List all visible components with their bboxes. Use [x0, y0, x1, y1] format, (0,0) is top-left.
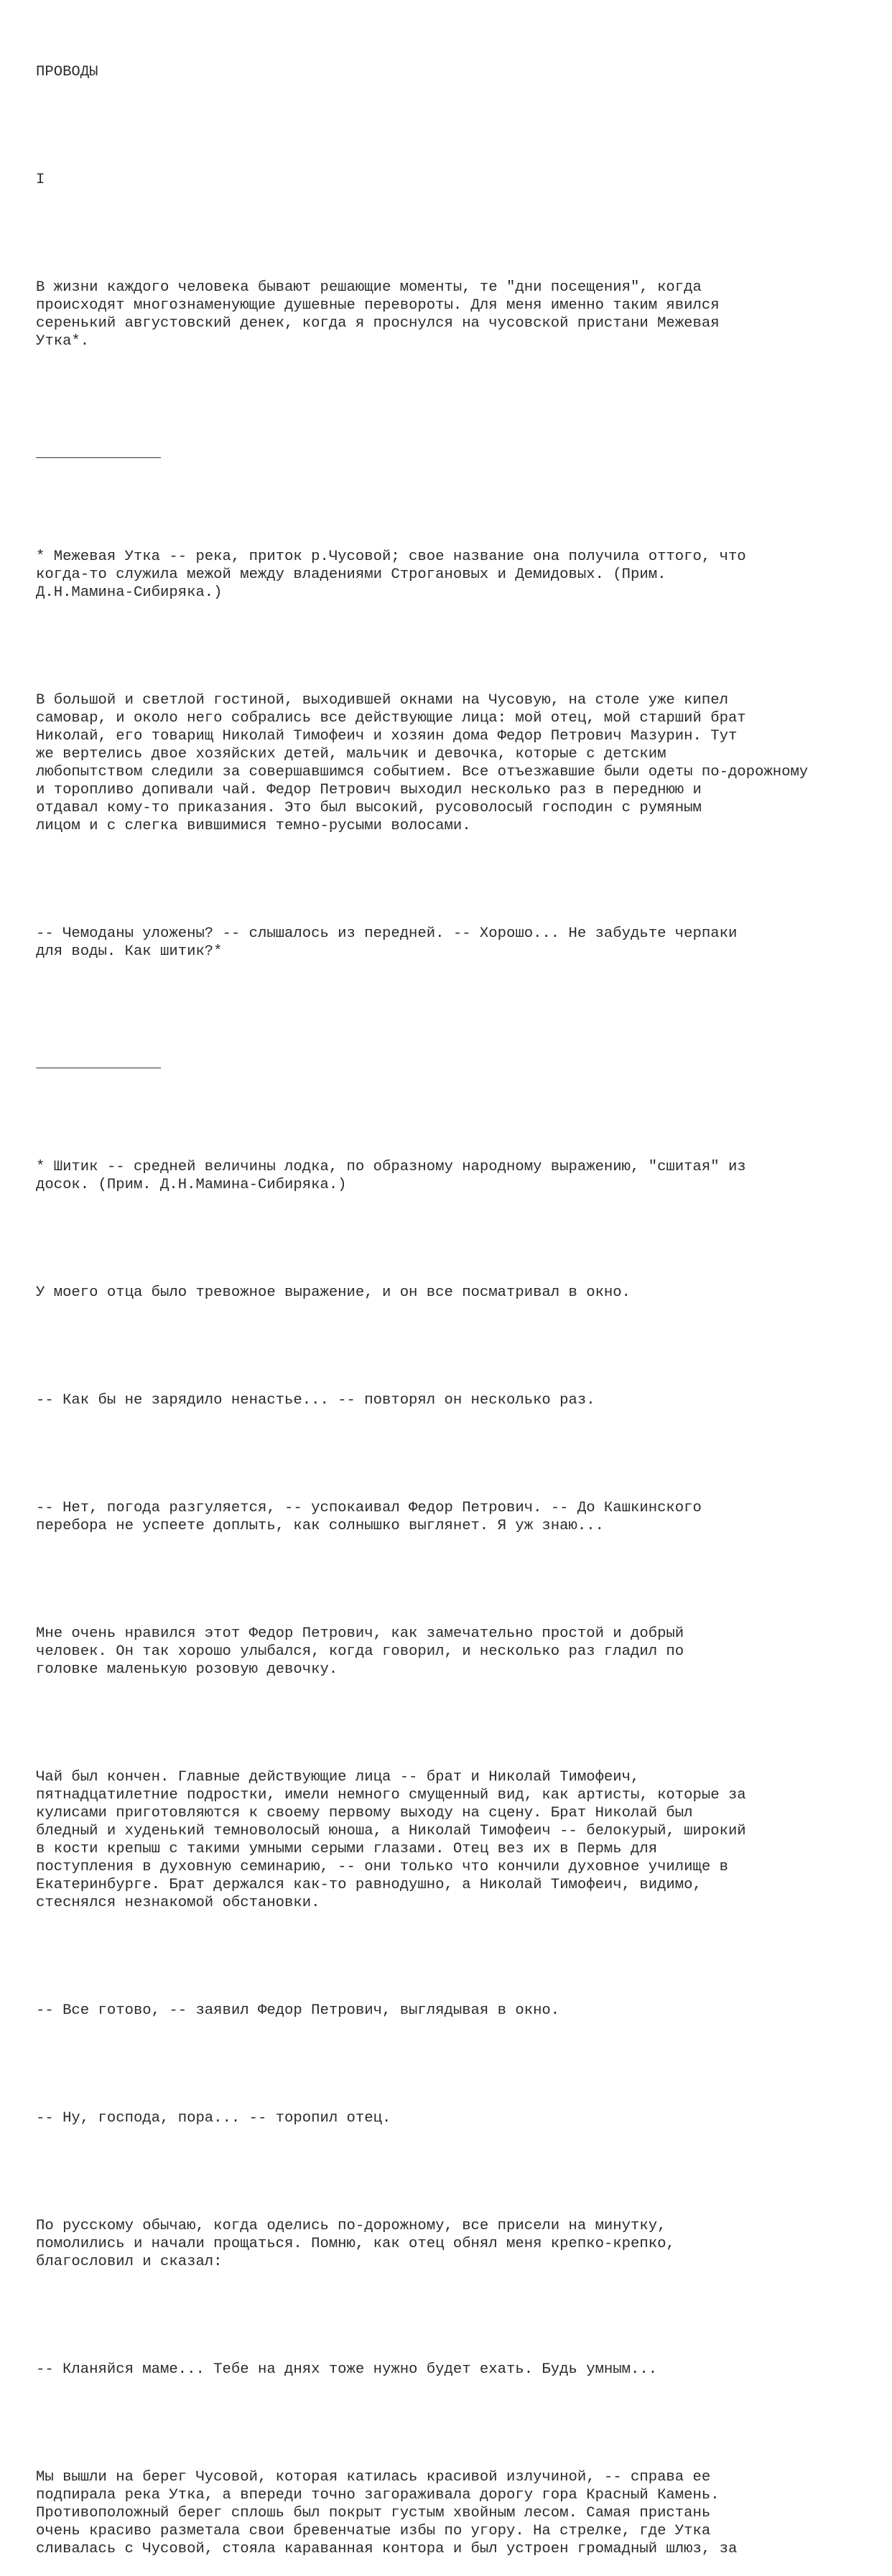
paragraph: -- Ну, господа, пора... -- торопил отец. — [36, 2110, 391, 2127]
footnote: * Межевая Утка -- река, приток р.Чусовой; свое название она получила оттого, что когда-то служила межой между владениями Строгановых и Демидовых. (Прим. Д.Н.Мамина-Сибиряка.) — [36, 549, 746, 601]
spacer — [36, 2414, 869, 2432]
paragraph: -- Как бы не зарядило ненастье... -- повторял он несколько раз. — [36, 1392, 595, 1409]
footnote: * Шитик -- средней величины лодка, по образному народному выражению, "сшитая" из досок. (Прим. Д.Н.Мамина-Сибиряка.) — [36, 1159, 746, 1193]
spacer — [36, 386, 869, 404]
spacer — [36, 1948, 869, 1966]
paragraph: По русскому обычаю, когда оделись по-дорожному, все присели на минутку, помолились и начали прощаться. Помню, как отец обнял меня крепко-крепко, благословил и сказал: — [36, 2218, 675, 2270]
spacer — [36, 871, 869, 889]
paragraph: -- Кланяйся маме... Тебе на днях тоже нужно будет ехать. Будь умным... — [36, 2361, 658, 2378]
spacer — [36, 1445, 869, 1463]
spacer — [36, 1571, 869, 1589]
paragraph: -- Нет, погода разгуляется, -- успокаивал Федор Петрович. -- До Кашкинского перебора не успеете доплыть, как солнышко выглянет. Я уж знаю... — [36, 1500, 702, 1534]
paragraph: Мне очень нравился этот Федор Петрович, как замечательно простой и добрый человек. Он так хорошо улыбался, когда говорил, и несколько раз гладил по головке маленькую розовую девочку. — [36, 1625, 684, 1678]
document-page — [36, 27, 869, 2576]
paragraph: В жизни каждого человека бывают решающие моменты, те "дни посещения", когда происходят многознаменующие душевные перевороты. Для меня именно таким явился серенький августовский денек, когда я проснулся на чусовской пристани Межевая Утка*. — [36, 279, 720, 350]
footnote-separator — [36, 440, 869, 458]
spacer — [36, 1104, 869, 1122]
paragraph: В большой и светлой гостиной, выходившей окнами на Чусовую, на столе уже кипел самовар, и около него собрались все действующие лица: мой отец, мой старший брат Николай, его товарищ Николай Тимофеич и хозяин дома Федор Петрович Мазурин. Тут же вертелись двое хозяйских детей, мальчик и девочка, которые с детским любопытством следили за совершавшимся событием. Все отъезжавшие были одеты по-дорожному и торопливо допивали чай. Федор Петрович выходил несколько раз в переднюю и отдавал кому-то приказания. Это был высокий, русоволосый господин с румяным лицом и с слегка вившимися темно-русыми волосами. — [36, 692, 809, 834]
spacer — [36, 1714, 869, 1732]
paragraph: -- Чемоданы уложены? -- слышалось из передней. -- Хорошо... Не забудьте черпаки для воды. Как шитик?* — [36, 925, 738, 960]
spacer — [36, 2307, 869, 2325]
spacer — [36, 494, 869, 512]
paragraph: У моего отца было тревожное выражение, и он все посматривал в окно. — [36, 1284, 631, 1301]
spacer — [36, 2055, 869, 2073]
spacer — [36, 2163, 869, 2181]
paragraph: Мы вышли на берег Чусовой, которая катилась красивой излучиной, -- справа ее подпирала река Утка, а впереди точно загораживала дорогу гора Красный Камень. Противоположный берег сплошь был покрыт густым хвойным лесом. Самая пристань очень красиво разметала свои бревенчатые избы по угору. На стрелке, где Утка сливалась с Чусовой, стояла караванная контора и был устроен громадный шлюз, за — [36, 2469, 738, 2557]
spacer — [36, 225, 869, 243]
paragraph: -- Все готово, -- заявил Федор Петрович, выглядывая в окно. — [36, 2002, 560, 2019]
spacer — [36, 1230, 869, 1248]
spacer — [36, 997, 869, 1014]
chapter-number: I — [36, 172, 45, 188]
spacer — [36, 117, 869, 135]
footnote-separator — [36, 1050, 869, 1068]
document-title: ПРОВОДЫ — [36, 64, 98, 80]
spacer — [36, 638, 869, 655]
paragraph: Чай был кончен. Главные действующие лица -- брат и Николай Тимофеич, пятнадцатилетние подростки, имели немного смущенный вид, как артисты, которые за кулисами приготовляются к своему первому выходу на сцену. Брат Николай был бледный и худенький темноволосый юноша, а Николай Тимофеич -- белокурый, широкий в кости крепыш с такими умными серыми глазами. Отец вез их в Пермь для поступления в духовную семинарию, -- они только что кончили духовное училище в Екатеринбурге. Брат держался как-то равнодушно, а Николай Тимофеич, видимо, стеснялся незнакомой обстановки. — [36, 1769, 746, 1911]
spacer — [36, 1338, 869, 1355]
